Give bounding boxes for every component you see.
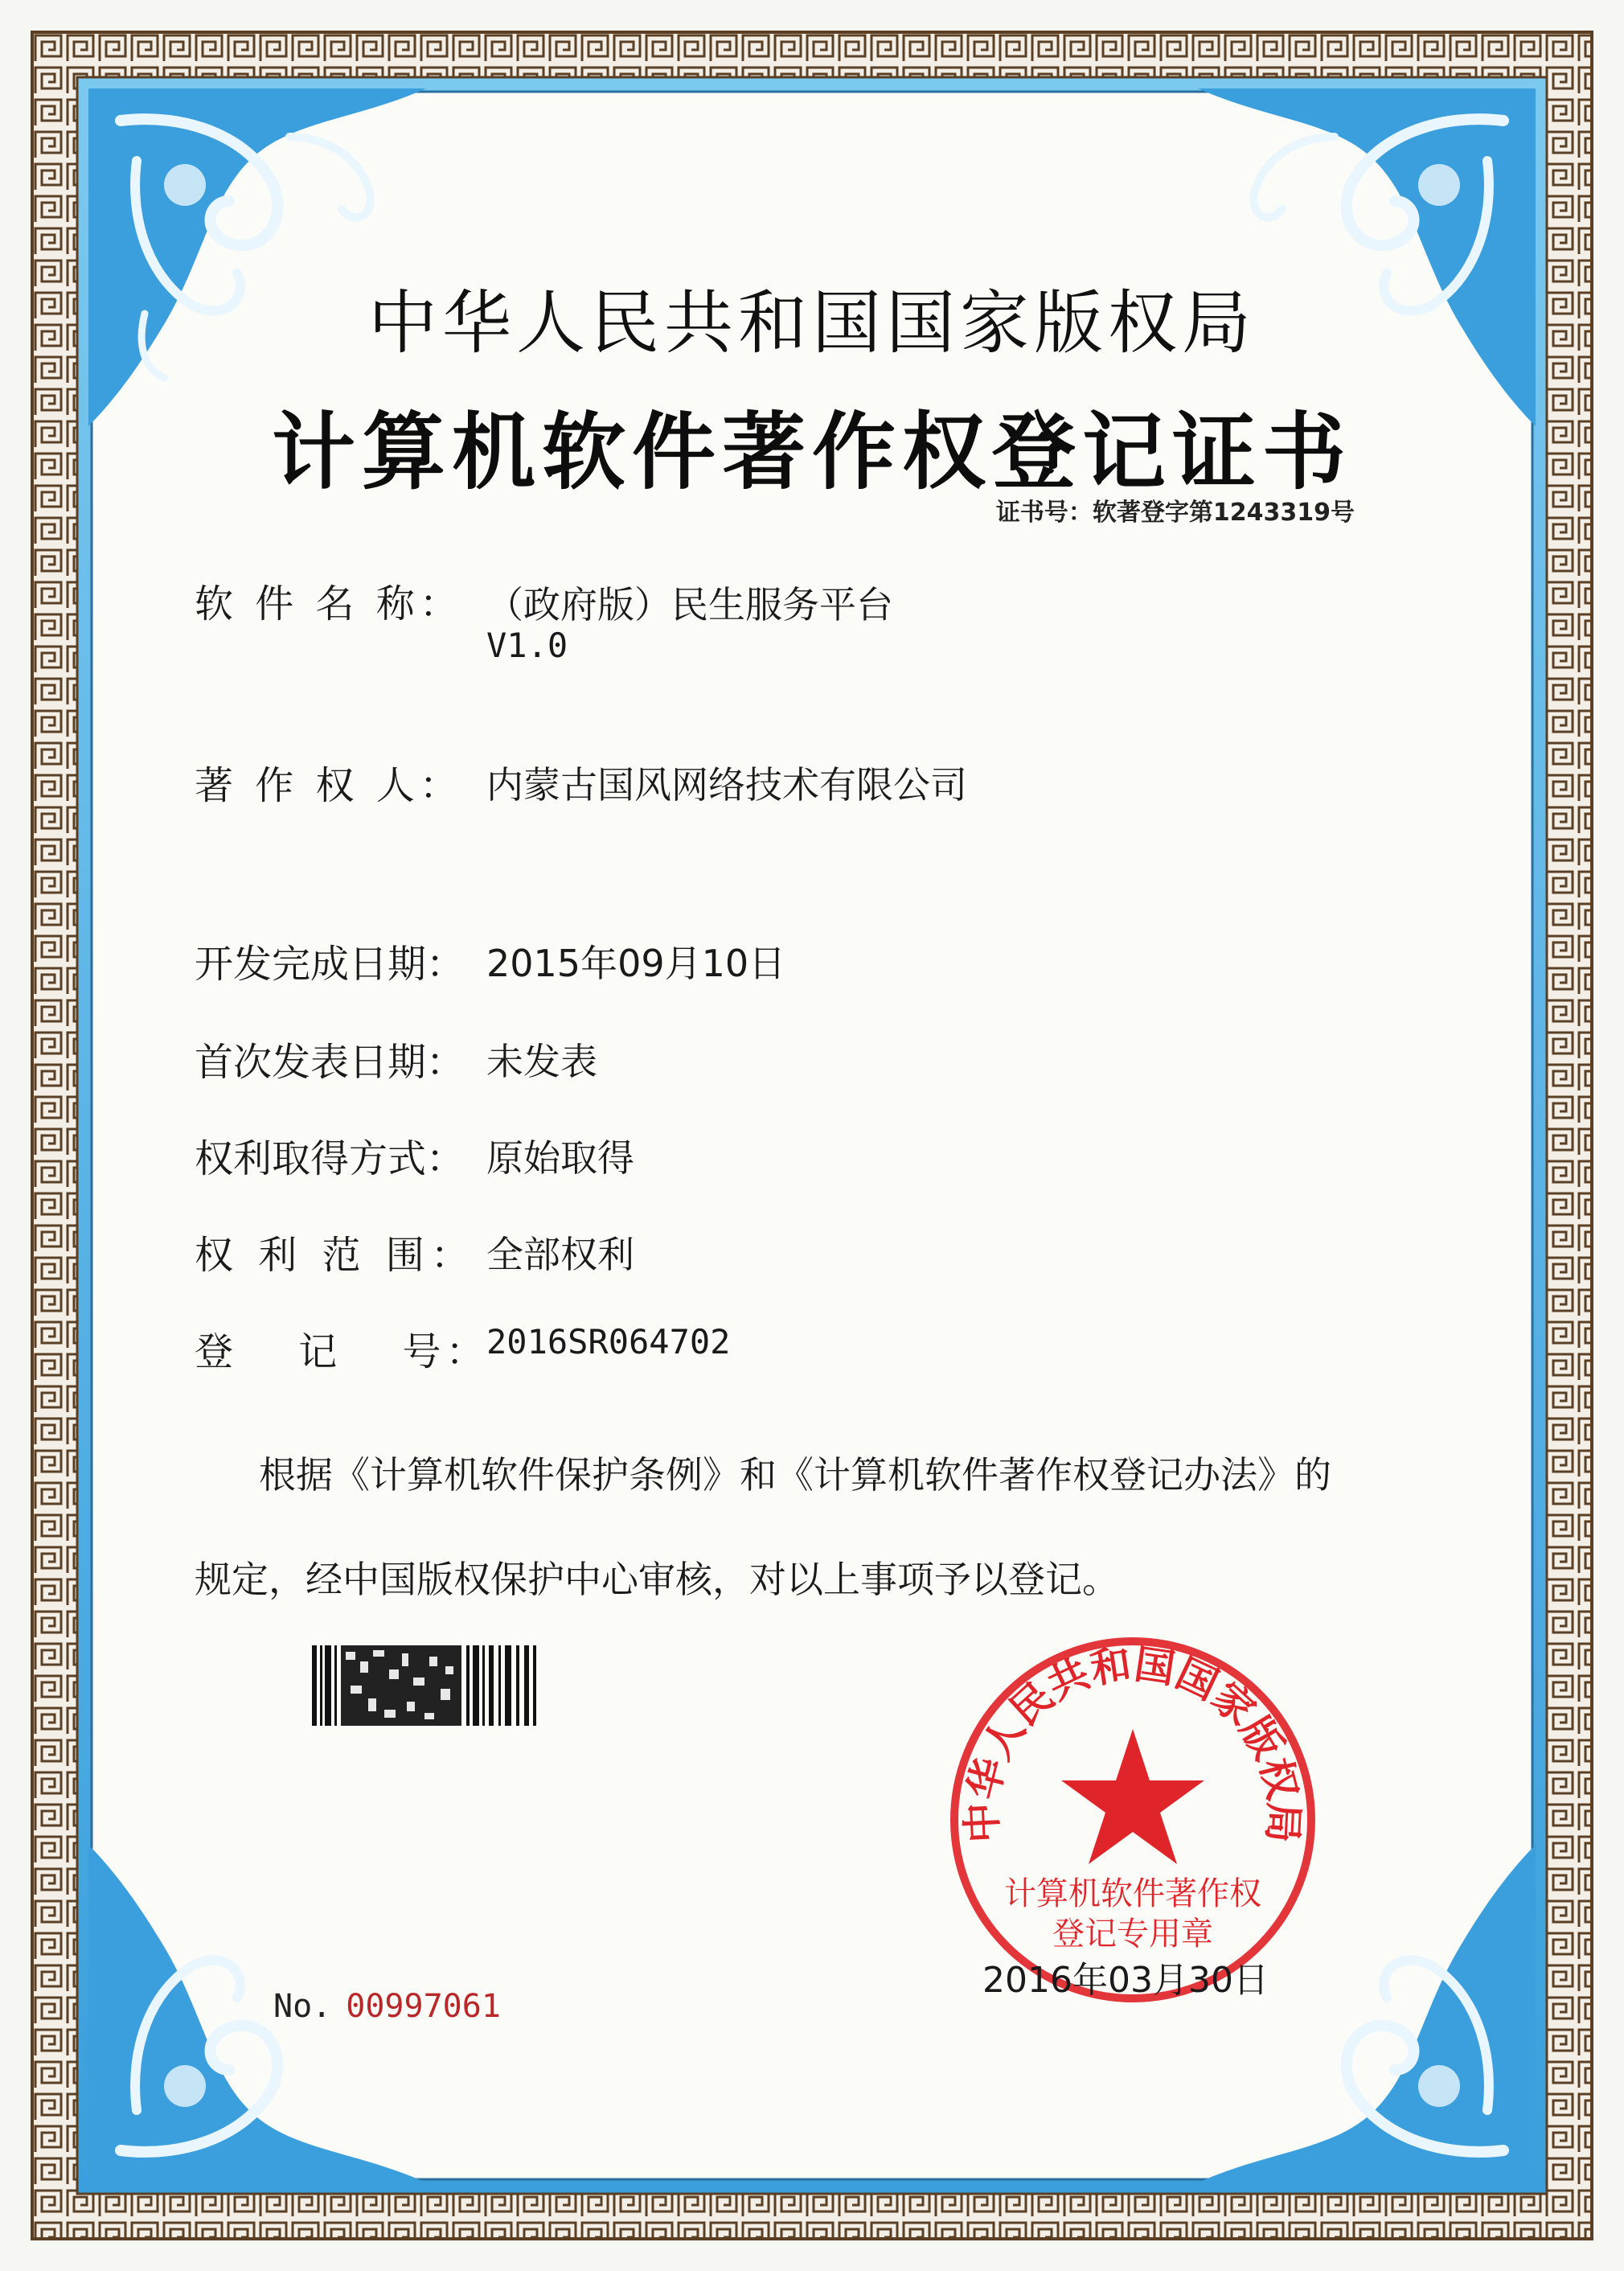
- seal-inner-line-1: 计算机软件著作权: [1004, 1875, 1261, 1912]
- field-value-first-publication: 未发表: [486, 1040, 597, 1083]
- certificate-number: [996, 492, 1355, 528]
- field-label-development-date: 开发完成日期：: [195, 942, 465, 987]
- field-value-acquisition-method: 原始取得: [486, 1136, 634, 1180]
- issuer-name: 中华人民共和国国家版权局: [368, 283, 1256, 363]
- field-label-registration-number: 登 记 号：: [195, 1329, 490, 1374]
- certificate-title: 计算机软件著作权登记证书: [271, 402, 1352, 501]
- statement-line-1: 根据《计算机软件保护条例》和《计算机软件著作权登记办法》的: [259, 1453, 1331, 1497]
- serial-number: [273, 1988, 501, 2025]
- field-label-software-name: 软 件 名 称：: [195, 581, 463, 626]
- field-label-rights-scope: 权 利 范 围：: [195, 1233, 476, 1278]
- issue-date: 2016年03月30日: [982, 1960, 1269, 2001]
- field-value-registration-number: 2016SR064702: [486, 1322, 731, 1361]
- statement-line-2: 规定，经中国版权保护中心审核，对以上事项予以登记。: [195, 1558, 1119, 1601]
- field-value-copyright-owner: 内蒙古国风网络技术有限公司: [486, 763, 967, 807]
- corner-ornament-top-left: [88, 88, 426, 426]
- field-label-copyright-owner: 著 作 权 人：: [195, 763, 463, 808]
- field-label-acquisition-method: 权利取得方式：: [195, 1136, 465, 1181]
- barcode: [312, 1645, 539, 1726]
- serial-value: 00997061: [346, 1988, 501, 2025]
- corner-ornament-top-right: [1198, 88, 1536, 426]
- certificate-number-value: 软著登字第1243319号: [1092, 499, 1355, 527]
- software-version: V1.0: [486, 626, 568, 665]
- serial-label: No.: [273, 1988, 332, 2025]
- seal-outer-text: 中华人民共和国国家版权局: [958, 1641, 1307, 1844]
- certificate-number-label: 证书号：: [995, 499, 1093, 527]
- field-value-software-name: （政府版）民生服务平台: [486, 583, 893, 626]
- field-value-rights-scope: 全部权利: [486, 1233, 634, 1276]
- field-value-development-date: 2015年09月10日: [486, 942, 786, 985]
- field-label-first-publication: 首次发表日期：: [195, 1040, 465, 1085]
- seal-inner-line-2: 登记专用章: [1052, 1916, 1213, 1953]
- official-red-seal: [947, 1634, 1318, 2006]
